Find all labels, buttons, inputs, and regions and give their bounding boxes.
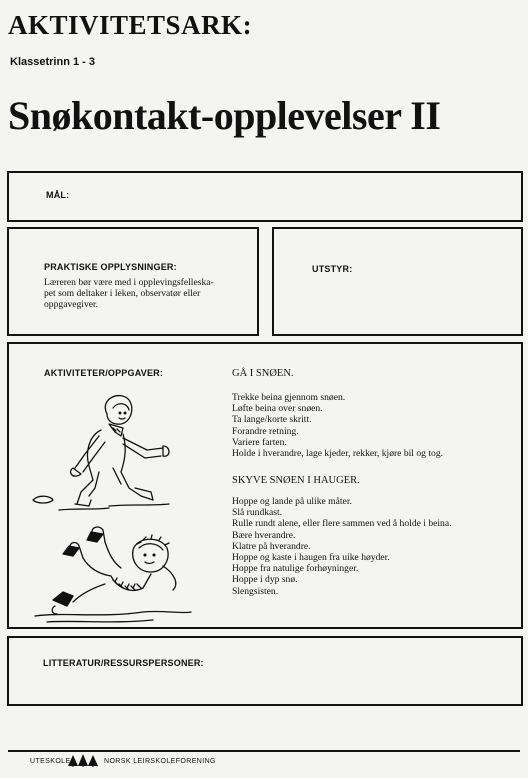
list-item: Hoppe og lande på ulike måter. xyxy=(232,496,352,507)
grade-level: Klassetrinn 1 - 3 xyxy=(10,56,95,68)
list-item: Klatre på hverandre. xyxy=(232,540,311,552)
list-item: Holde i hverandre, lage kjeder, rekker, kjøre bil og tog. xyxy=(232,448,444,460)
practical-info-text xyxy=(44,277,256,311)
main-title: Snøkontakt-opplevelser II xyxy=(8,93,441,138)
list-item: Løfte beina over snøen. xyxy=(232,403,323,415)
literature-box xyxy=(7,636,523,706)
practical-info-line: oppgavegiver. xyxy=(44,299,99,311)
list-item: Hoppe fra natulige forhøyninger. xyxy=(232,563,359,575)
activities-box xyxy=(7,342,523,629)
equipment-box xyxy=(272,227,523,336)
list-item: Variere farten. xyxy=(232,436,287,448)
list-item: Bære hverandre. xyxy=(232,529,296,541)
footer-divider xyxy=(8,750,520,752)
list-item: Hoppe i dyp snø. xyxy=(232,574,298,586)
list-item: Rulle rundt alene, eller flere sammen ved å holde i beina. xyxy=(232,518,452,530)
list-item: Ta lange/korte skritt. xyxy=(232,414,312,426)
goal-box xyxy=(7,171,523,222)
list-item: Forandre retning. xyxy=(232,425,299,437)
list-item: Hoppe og kaste i haugen fra uike høyder. xyxy=(232,552,390,564)
section-heading-walk: GÅ I SNØEN. xyxy=(232,368,294,379)
activities-label: AKTIVITETER/OPPGAVER: xyxy=(44,368,164,378)
practical-info-line: pet som deltaker i leken, observatør eller xyxy=(44,288,201,300)
practical-info-line: Læreren bør være med i opplevingsfelleska- xyxy=(44,277,214,288)
literature-label: LITTERATUR/RESSURSPERSONER: xyxy=(43,658,204,668)
push-snow-activity-list xyxy=(232,496,452,597)
practical-info-label: PRAKTISKE OPPLYSNINGER: xyxy=(44,262,177,272)
child-walking-illustration xyxy=(29,388,189,513)
section-heading-push-snow: SKYVE SNØEN I HAUGER. xyxy=(232,475,360,486)
footer-left-text: UTESKOLE xyxy=(30,758,71,765)
footer-right-text: NORSK LEIRSKOLEFORENING xyxy=(104,758,216,765)
list-item: Trekke beina gjennom snøen. xyxy=(232,392,346,403)
walk-activity-list xyxy=(232,392,443,459)
list-item: Slengsisten. xyxy=(232,585,279,597)
trees-logo-icon xyxy=(67,753,99,767)
footer xyxy=(0,748,528,778)
equipment-label: UTSTYR: xyxy=(312,264,353,274)
children-playing-illustration xyxy=(33,522,193,627)
list-item: Slå rundkast. xyxy=(232,507,283,519)
practical-info-box xyxy=(7,227,259,336)
sheet-title: AKTIVITETSARK: xyxy=(8,10,253,40)
goal-label: MÅL: xyxy=(46,190,70,200)
